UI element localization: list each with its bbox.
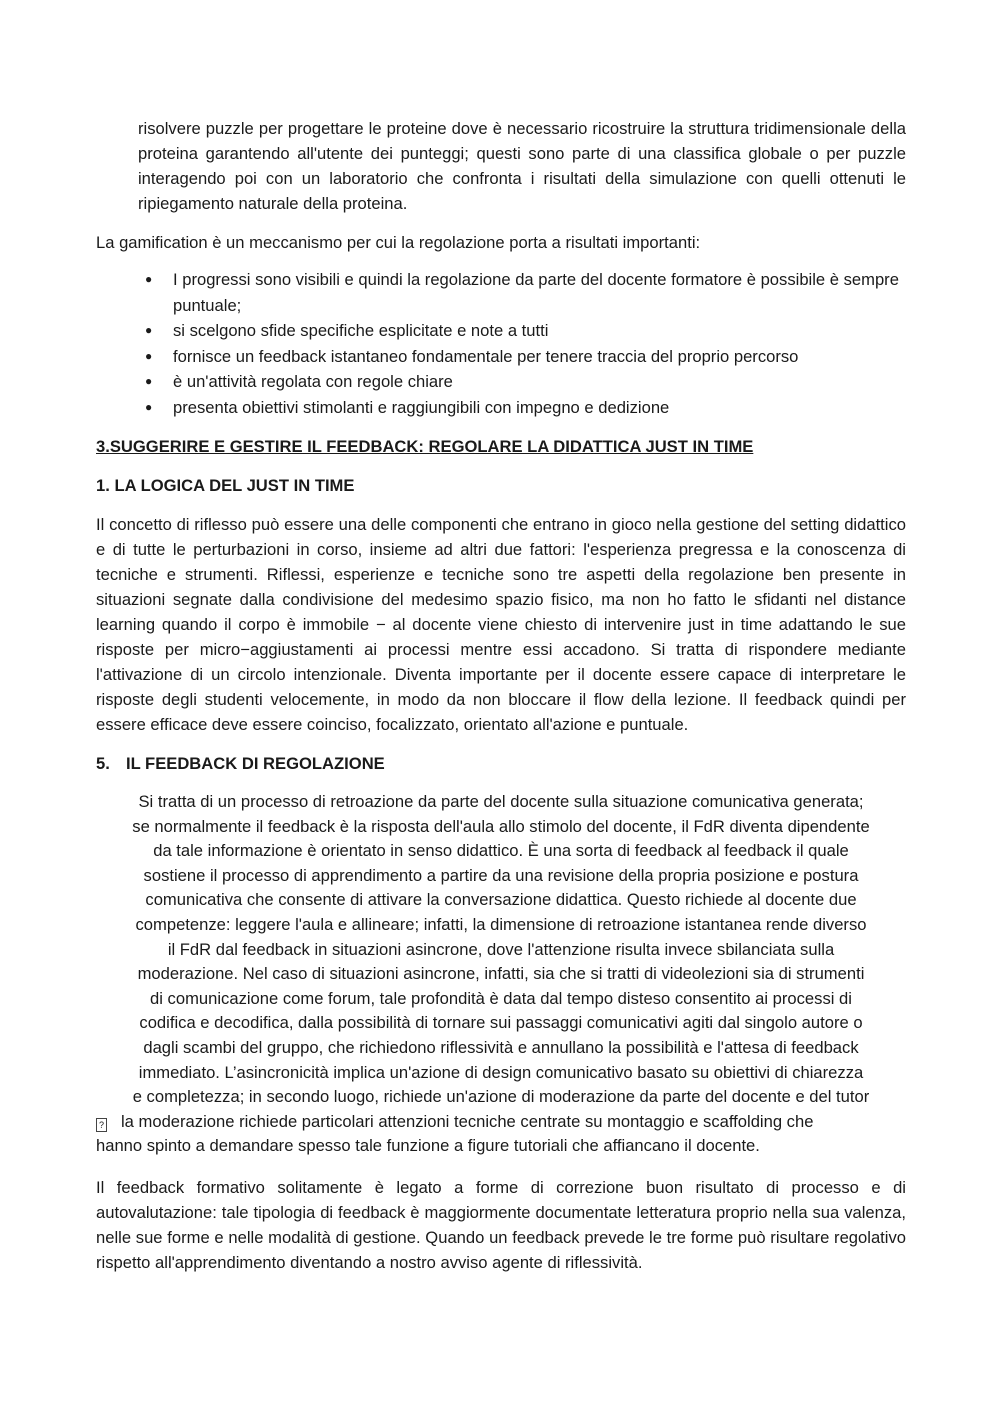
document-page	[96, 116, 906, 1275]
paragraph-line	[96, 1110, 906, 1135]
paragraph-line: di comunicazione come forum, tale profondità è data dal tempo disteso consentito ai processi di	[150, 988, 852, 1008]
bullet-icon: ●	[145, 348, 153, 363]
paragraph-line: moderazione. Nel caso di situazioni asincrone, infatti, sia che si tratti di videolezioni sia di strumenti	[137, 964, 865, 984]
formativo-paragraph: Il feedback formativo solitamente è legato a forme di correzione buon risultato di processo e di autovalutazione: tale tipologia di feedback è maggiormente documentate letteratura proprio nella sua valenza, nelle sue forme e nelle modalità di gestione. Quando un feedback prevede le tre forme può risultare regolativo rispetto all'apprendimento diventando a nostro avviso agente di riflessività.	[96, 1177, 906, 1272]
list-item	[96, 318, 906, 344]
just-in-time-paragraph: Il concetto di riflesso può essere una delle componenti che entrano in gioco nella gestione del setting didattico e di tutte le perturbazioni in corso, insieme ad altri due fattori: l'esperienza pregressa e la conoscenza di tecniche e strumenti. Riflessi, esperienze e tecniche sono tre aspetti della regolazione ben presente in situazioni segnate dalla condivisione del medesimo spazio fisico, ma non ho fatto le sfidanti nel distance learning quando il corpo è immobile − al docente viene chiesto di intervenire just in time adattando le sue risposte per micro−aggiustamenti ai processi mentre essi accadono. Si tratta di rispondere mediante l'attivazione di un circolo intenzionale. Diventa importante per il docente essere capace di interpretare le risposte degli studenti velocemente, in modo da non bloccare il flow della lezione. Il feedback quindi per essere efficace deve essere coinciso, focalizzato, orientato all'azione e puntuale.	[96, 515, 906, 734]
paragraph-line: sostiene il processo di apprendimento a partire da una revisione della propria posizione e postura	[143, 865, 859, 885]
bullet-icon: ●	[145, 272, 153, 286]
section-heading	[96, 434, 906, 459]
list-item-text: è un'attività regolata con regole chiare	[173, 372, 453, 391]
paragraph-line: il FdR dal feedback in situazioni asincrone, dove l'attenzione risulta invece sbilanciata sulla	[167, 939, 835, 959]
bullet-icon: ●	[145, 323, 153, 337]
paragraph-line: da tale informazione è orientato in senso didattico. È una sorta di feedback al feedback il quale	[153, 841, 849, 861]
section-heading-text: 3.SUGGERIRE E GESTIRE IL FEEDBACK: REGOLARE LA DIDATTICA JUST IN TIME	[96, 437, 754, 456]
paragraph-line: se normalmente il feedback è la risposta dell'aula allo stimolo del docente, il FdR diventa dipendente	[132, 816, 870, 836]
list-item	[96, 369, 906, 395]
bullet-icon: ●	[145, 374, 153, 388]
paragraph-line: codifica e decodifica, dalla possibilità di tornare sui passaggi comunicativi agiti dal singolo autore o	[139, 1013, 863, 1033]
list-item	[96, 344, 906, 370]
list-item-text: presenta obiettivi stimolanti e raggiungibili con impegno e dedizione	[173, 397, 670, 417]
missing-glyph-icon: ?	[96, 1118, 107, 1132]
list-item	[96, 267, 906, 318]
paragraph-line: competenze: leggere l'aula e allineare; infatti, la dimensione di retroazione istantanea rende diverso	[135, 914, 867, 934]
paragraph-line: immediato. L’asincronicità implica un'azione di design comunicativo basato su obiettivi di chiarezza	[138, 1062, 864, 1082]
paragraph-line: e completezza; in secondo luogo, richiede un'azione di moderazione da parte del docente e del tutor	[132, 1087, 870, 1107]
subheading-just-in-time: 1. LA LOGICA DEL JUST IN TIME	[96, 476, 355, 495]
regolazione-paragraph	[96, 790, 906, 1159]
subheading-number: 5.	[96, 754, 110, 773]
subheading-text: IL FEEDBACK DI REGOLAZIONE	[126, 754, 385, 773]
paragraph-line: comunicativa che consente di attivare la conversazione didattica. Questo richiede al docente due	[145, 890, 857, 910]
intro-paragraph: risolvere puzzle per progettare le proteine dove è necessario ricostruire la struttura tridimensionale della proteina garantendo all'utente dei punteggi; questi sono parte di una classifica globale o per puzzle interagendo poi con un laboratorio che confronta i risultati della simulazione con quelli ottenuti le ripiegamento naturale della proteina.	[138, 119, 906, 213]
list-item-text: I progressi sono visibili e quindi la regolazione da parte del docente formatore è possibile è sempre puntuale;	[173, 270, 899, 315]
paragraph-line: hanno spinto a demandare spesso tale funzione a figure tutoriali che affiancano il docente.	[96, 1136, 760, 1156]
list-item	[96, 395, 906, 421]
subheading-feedback-regolazione	[96, 751, 906, 776]
gamification-bullet-list	[96, 267, 906, 420]
paragraph-line-text: la moderazione richiede particolari attenzioni tecniche centrate su montaggio e scaffolding che	[121, 1111, 814, 1131]
gamification-intro: La gamification è un meccanismo per cui la regolazione porta a risultati importanti:	[96, 233, 701, 252]
paragraph-line: dagli scambi del gruppo, che richiedono riflessività e annullano la possibilità e l'attesa di feedback	[143, 1037, 859, 1057]
list-item-text: fornisce un feedback istantaneo fondamentale per tenere traccia del proprio percorso	[173, 346, 799, 366]
list-item-text: si scelgono sfide specifiche esplicitate e note a tutti	[173, 321, 549, 340]
bullet-icon: ●	[145, 399, 153, 414]
paragraph-line: Si tratta di un processo di retroazione da parte del docente sulla situazione comunicativa generata;	[138, 792, 864, 811]
